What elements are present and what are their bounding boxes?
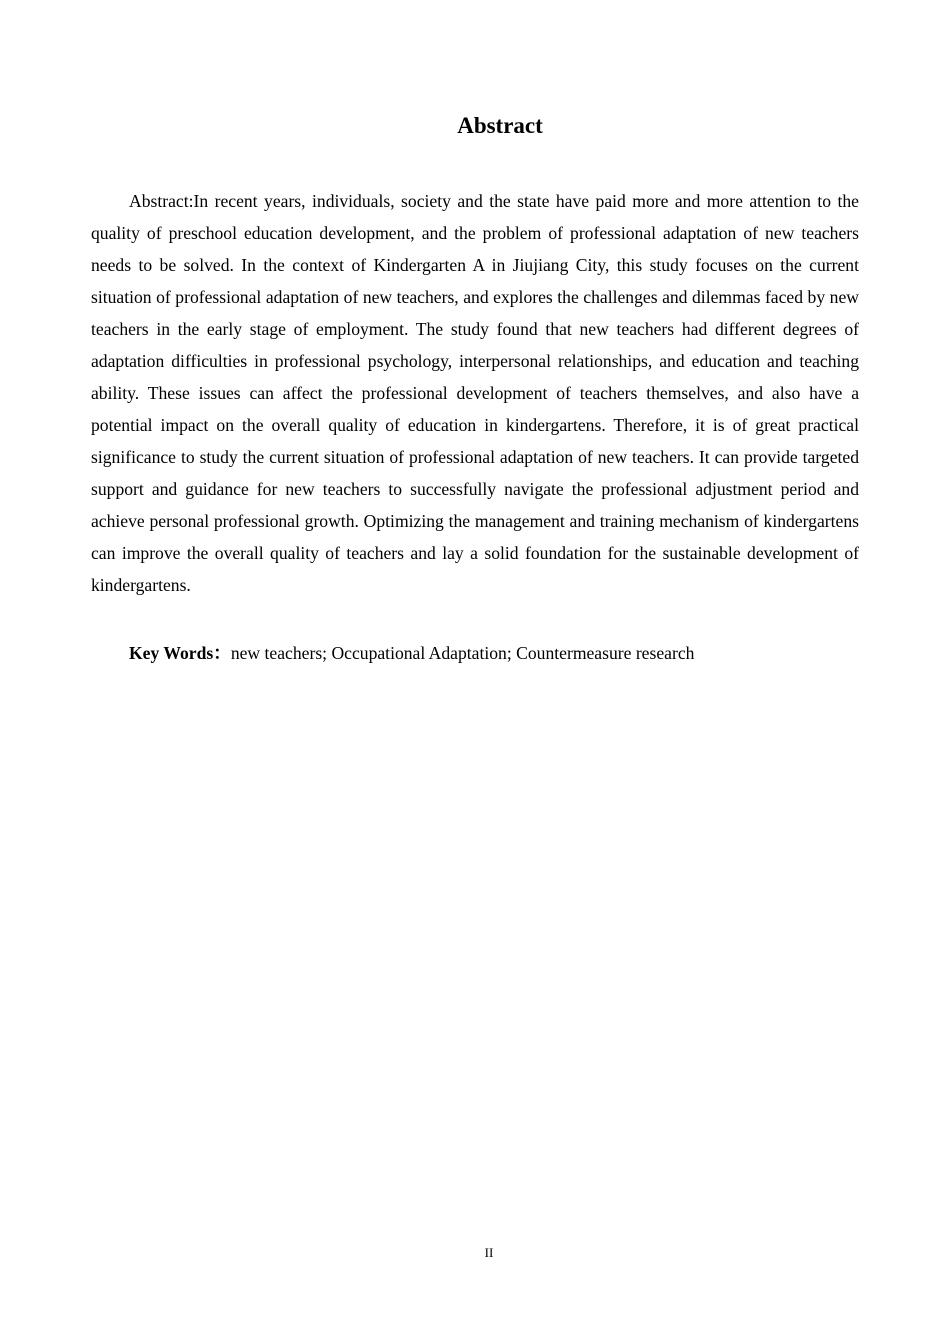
abstract-paragraph: Abstract:In recent years, individuals, society and the state have paid more and more attention to the quality of preschool education development, and the problem of professional adaptation of new teachers needs to be solved. In the context of Kindergarten A in Jiujiang City, this study focuses on the current situation of professional adaptation of new teachers, and explores the challenges and dilemmas faced by new teachers in the early stage of employment. The study found that new teachers had different degrees of adaptation difficulties in professional psychology, interpersonal relationships, and education and teaching ability. These issues can affect the professional development of teachers themselves, and also have a potential impact on the overall quality of education in kindergartens. Therefore, it is of great practical significance to study the current situation of professional adaptation of new teachers. It can provide targeted support and guidance for new teachers to successfully navigate the professional adjustment period and achieve personal professional growth. Optimizing the management and training mechanism of kindergartens can improve the overall quality of teachers and lay a solid foundation for the sustainable development of kindergartens. bbox=[91, 191, 859, 595]
abstract-title: Abstract bbox=[457, 113, 543, 138]
keywords-label: Key Words： bbox=[129, 643, 231, 663]
keywords-text: new teachers; Occupational Adaptation; Countermeasure research bbox=[230, 643, 695, 663]
keywords-line bbox=[129, 637, 859, 669]
page-number: II bbox=[484, 1245, 494, 1260]
